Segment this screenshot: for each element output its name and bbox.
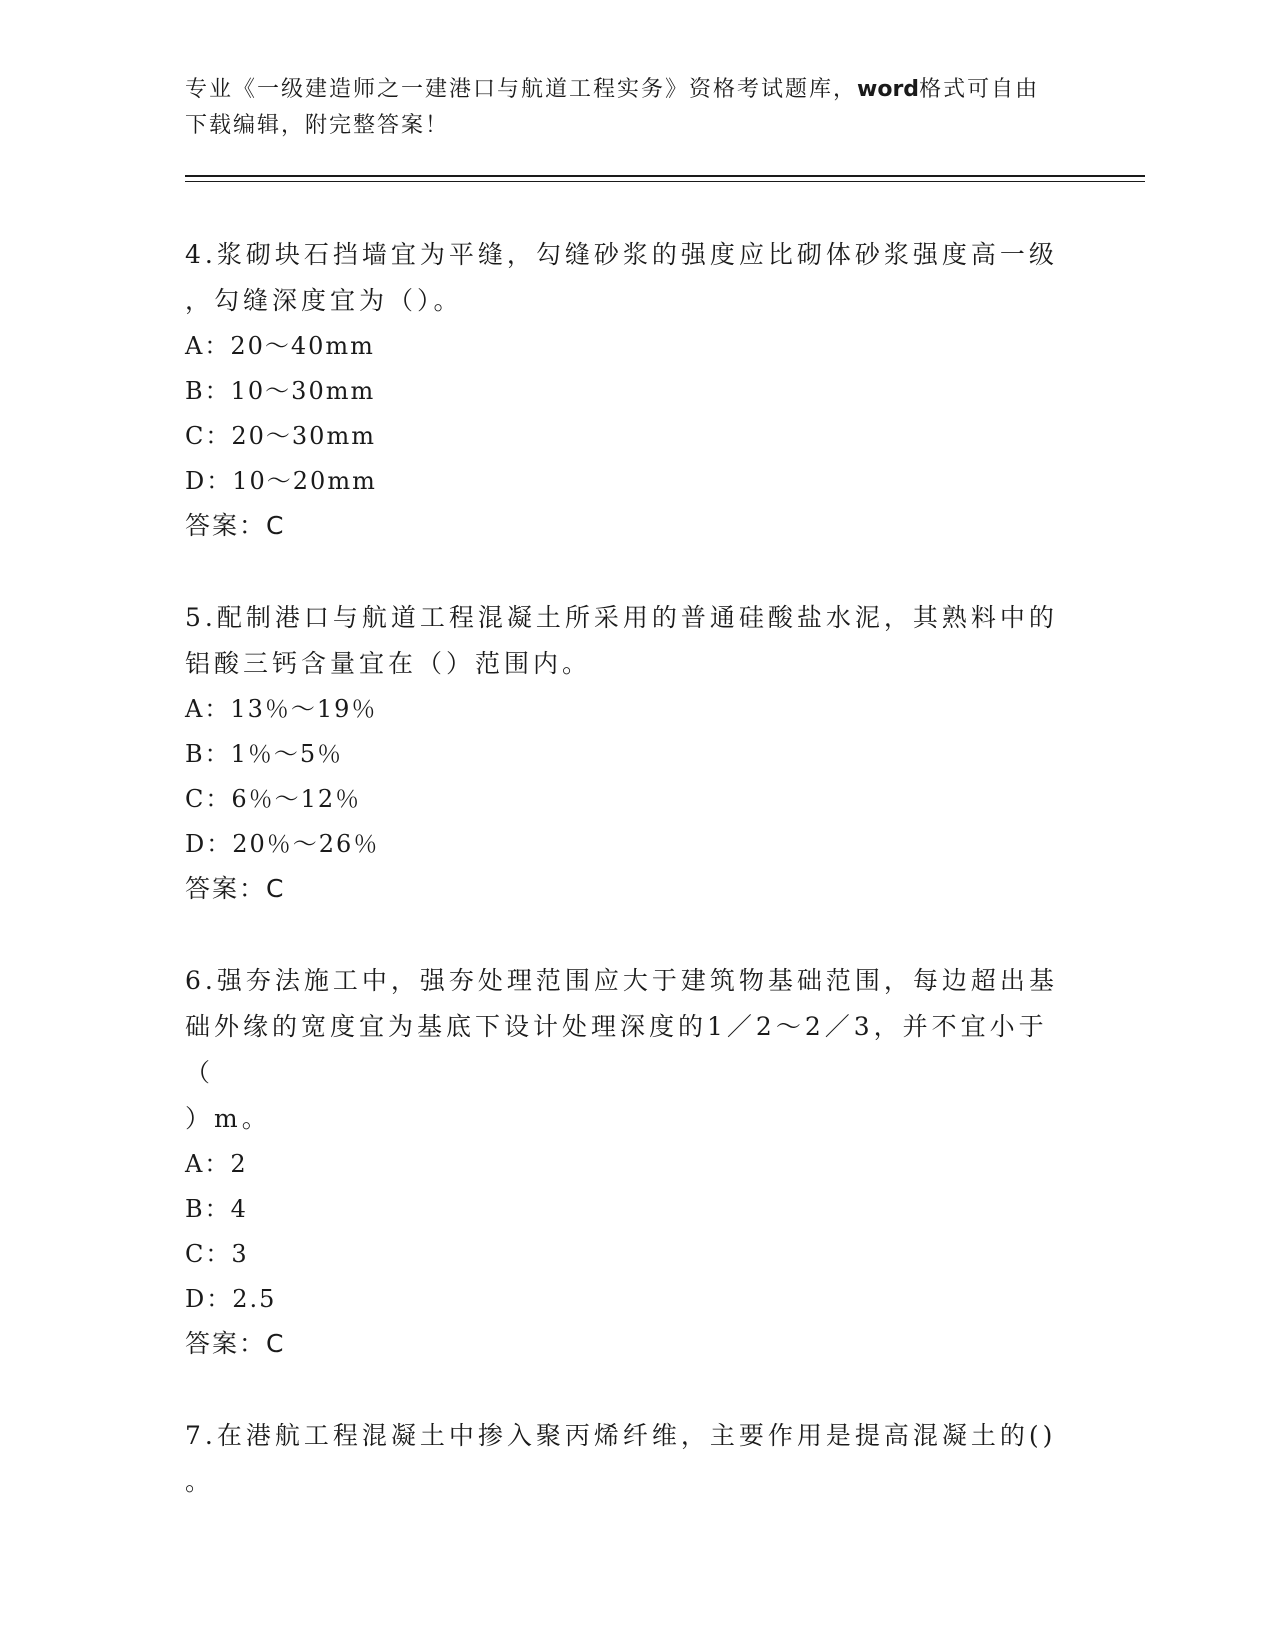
question-item: [185, 595, 1065, 911]
option-c: C：3: [185, 1240, 249, 1268]
header-line-1-text: 专业《一级建造师之一建港口与航道工程实务》资格考试题库，: [185, 77, 858, 102]
document-header: [185, 72, 1065, 144]
option-a: A：13％～19％: [185, 695, 378, 723]
option-d: D：2.5: [185, 1285, 277, 1313]
answer-line: 答案：C: [185, 1329, 286, 1358]
question-item: [185, 1413, 1065, 1505]
question-item: [185, 232, 1065, 548]
question-list: [185, 232, 1065, 1552]
header-line-1: [185, 72, 1065, 108]
question-stem-line: 4.浆砌块石挡墙宜为平缝，勾缝砂浆的强度应比砌体砂浆强度高一级: [185, 240, 1058, 269]
answer-line: 答案：C: [185, 511, 286, 540]
question-stem-line: 。: [185, 1467, 215, 1496]
header-line-1-tail: 格式可自由: [919, 77, 1040, 102]
question-stem-line: ）m。: [185, 1104, 271, 1133]
option-a: A：2: [185, 1150, 248, 1178]
question-stem-line: 础外缘的宽度宜为基底下设计处理深度的1／2～2／3，并不宜小于（: [185, 1012, 1048, 1087]
option-c: C：6％～12％: [185, 785, 362, 813]
question-stem-line: 5.配制港口与航道工程混凝土所采用的普通硅酸盐水泥，其熟料中的: [185, 603, 1058, 632]
question-stem-line: 7.在港航工程混凝土中掺入聚丙烯纤维，主要作用是提高混凝土的(): [185, 1421, 1057, 1450]
question-stem-line: 6.强夯法施工中，强夯处理范围应大于建筑物基础范围，每边超出基: [185, 966, 1058, 995]
header-divider-thin: [185, 181, 1145, 182]
option-d: D：20％～26％: [185, 830, 380, 858]
option-b: B：4: [185, 1195, 248, 1223]
header-divider-thick: [185, 175, 1145, 177]
option-d: D：10～20mm: [185, 467, 377, 495]
question-stem-line: ，勾缝深度宜为（）。: [185, 286, 463, 315]
answer-line: 答案：C: [185, 874, 286, 903]
option-b: B：1％～5％: [185, 740, 344, 768]
option-a: A：20～40mm: [185, 332, 375, 360]
question-stem-line: 铝酸三钙含量宜在（）范围内。: [185, 649, 592, 678]
option-b: B：10～30mm: [185, 377, 376, 405]
option-c: C：20～30mm: [185, 422, 376, 450]
header-line-2: 下载编辑，附完整答案！: [185, 113, 450, 138]
question-item: [185, 958, 1065, 1366]
header-word-format: word: [857, 77, 920, 102]
